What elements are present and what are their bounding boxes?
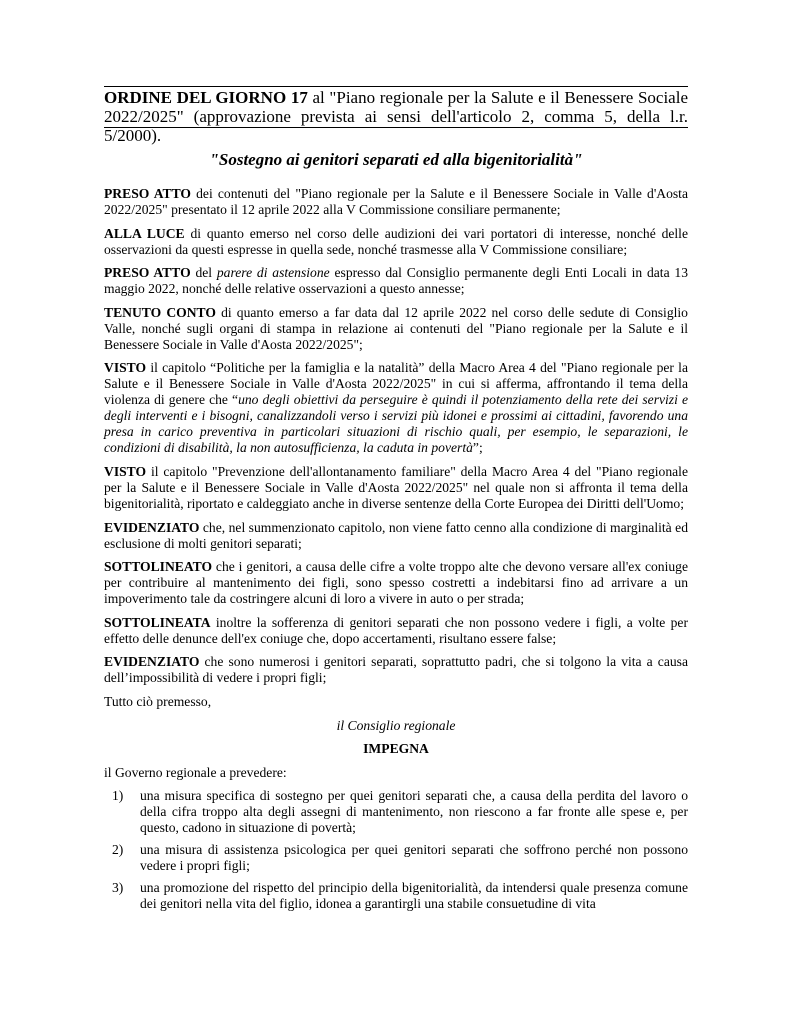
heading-bottom-rule	[104, 127, 688, 128]
paragraph-keyword: SOTTOLINEATO	[104, 559, 213, 575]
paragraph-evidenziato-2	[104, 654, 688, 686]
heading-top-rule	[104, 86, 688, 87]
list-item-number: 3)	[112, 880, 124, 896]
paragraph-text: che sono numerosi i genitori separati, soprattutto padri, che si tolgono la vita a causa dell’impossibilità di vedere i propri figli;	[104, 654, 688, 686]
paragraph-keyword: VISTO	[104, 360, 147, 376]
paragraph-keyword: VISTO	[104, 463, 147, 479]
paragraph-text: che, nel summenzionato capitolo, non viene fatto cenno alla condizione di marginalità ed esclusione di molti genitori separati;	[104, 519, 688, 551]
paragraph-keyword: EVIDENZIATO	[104, 654, 200, 670]
paragraph-alla-luce	[104, 226, 688, 258]
commitment-list	[104, 788, 688, 912]
order-heading	[104, 88, 688, 145]
paragraph-text: di quanto emerso a far data dal 12 aprile 2022 nel corso delle sedute di Consiglio Valle, nonché sugli organi di stampa in relazione ai contenuti del "Piano regionale per la Salute e il Benessere Sociale in Valle d'Aosta 2022/2025";	[104, 304, 688, 352]
paragraph-keyword: EVIDENZIATO	[104, 519, 200, 535]
order-number: ORDINE DEL GIORNO 17	[104, 88, 308, 107]
council-label: il Consiglio regionale	[336, 717, 456, 733]
order-subtitle: "Sostegno ai genitori separati ed alla bigenitorialità"	[209, 150, 583, 169]
paragraph-evidenziato-1	[104, 520, 688, 552]
paragraph-text: di quanto emerso nel corso delle audizioni dei vari portatori di interesse, nonché delle osservazioni da questi espresse in quella sede, nonché trasmesse alla V Commissione consiliare;	[104, 225, 688, 257]
paragraph-text: dei contenuti del "Piano regionale per la Salute e il Benessere Sociale in Valle d'Aosta 2022/2025" presentato il 12 aprile 2022 alla V Commissione consiliare permanente;	[104, 186, 688, 217]
list-item	[104, 842, 688, 874]
paragraph-text: il capitolo “Politiche per la famiglia e la natalità” della Macro Area 4 del "Piano regionale per la Salute e il Benessere Sociale in Valle d'Aosta 2022/2025" in cui si afferma, affrontando il tema della violenza di genere che “	[104, 360, 688, 408]
paragraph-keyword: SOTTOLINEATA	[104, 614, 211, 630]
paragraph-keyword: PRESO ATTO	[104, 186, 191, 201]
paragraph-visto-2	[104, 464, 688, 512]
paragraph-text: del	[190, 265, 217, 281]
paragraph-keyword: PRESO ATTO	[104, 265, 191, 281]
paragraph-tenuto-conto	[104, 305, 688, 353]
commits-label	[104, 741, 688, 757]
paragraph-preso-atto-2	[104, 265, 688, 297]
commits-word: IMPEGNA	[363, 741, 429, 757]
paragraph-text: che i genitori, a causa delle cifre a volte troppo alte che devono versare all'ex coniuge per contribuire al mantenimento dei figli, sono spesso costretti a indebitarsi fino ad arrivare a un impoverimento tale da costringere alcuni di loro a vivere in auto o per strada;	[104, 559, 688, 607]
premise-text: Tutto ciò premesso,	[104, 693, 212, 709]
order-heading-text: al "Piano regionale per la Salute e il Benessere Sociale 2022/2025" (approvazione prevista ai sensi dell'articolo 2, comma 5, della l.r. 5/2000).	[104, 88, 688, 145]
paragraph-text: inoltre la sofferenza di genitori separati che non possono vedere i figli, a volte per effetto delle denunce dell'ex coniuge che, dopo accertamenti, risultano essere false;	[104, 614, 688, 646]
list-item-text: una promozione del rispetto del principio della bigenitorialità, da intendersi quale presenza comune dei genitori nella vita del figlio, idonea a garantirgli una stabile consuetudine di vita	[140, 880, 688, 912]
paragraph-visto-1	[104, 360, 688, 456]
document-body	[104, 186, 688, 918]
paragraph-preso-atto-1	[104, 186, 688, 218]
list-item	[104, 880, 688, 912]
list-item-text: una misura specifica di sostegno per quei genitori separati che, a causa della perdita del lavoro o della cifra troppo alta degli assegni di mantenimento, non riescono a far fronte alle spese e, per questo, cadono in situazione di povertà;	[140, 788, 688, 836]
paragraph-text: ”;	[472, 440, 483, 456]
commitment-intro: il Governo regionale a prevedere:	[104, 764, 287, 780]
paragraph-sottolineato	[104, 559, 688, 607]
paragraph-keyword: ALLA LUCE	[104, 225, 185, 241]
paragraph-italic-text: parere di astensione	[216, 265, 330, 281]
list-item-text: una misura di assistenza psicologica per quei genitori separati che soffrono perché non possono vedere i propri figli;	[140, 842, 688, 874]
paragraph-italic-quote: uno degli obiettivi da perseguire è quindi il potenziamento della rete dei servizi e degli interventi e i bisogni, canalizzandoli verso i servizi più idonei e prossimi ai cittadini, favorendo una presa in carico preventiva in particolari situazioni di rischio quali, per esempio, le separazioni, le condizioni di disabilità, la non autosufficienza, la caduta in povertà	[104, 392, 688, 456]
paragraph-text: il capitolo "Prevenzione dell'allontanamento familiare" della Macro Area 4 del "Piano regionale per la Salute e il Benessere Sociale in Valle d'Aosta 2022/2025" nel quale non si affronta il tema della bigenitorialità, riportato e caldeggiato anche in diverse sentenze della Corte Europea dei Diritti dell'Uomo;	[104, 463, 688, 511]
list-item-number: 1)	[112, 788, 124, 804]
list-item-number: 2)	[112, 842, 124, 858]
list-item	[104, 788, 688, 836]
paragraph-text: espresso dal Consiglio permanente degli Enti Locali in data 13 maggio 2022, nonché delle relative osservazioni a questo annesse;	[104, 265, 689, 297]
paragraph-sottolineata	[104, 615, 688, 647]
paragraph-keyword: TENUTO CONTO	[104, 304, 216, 320]
